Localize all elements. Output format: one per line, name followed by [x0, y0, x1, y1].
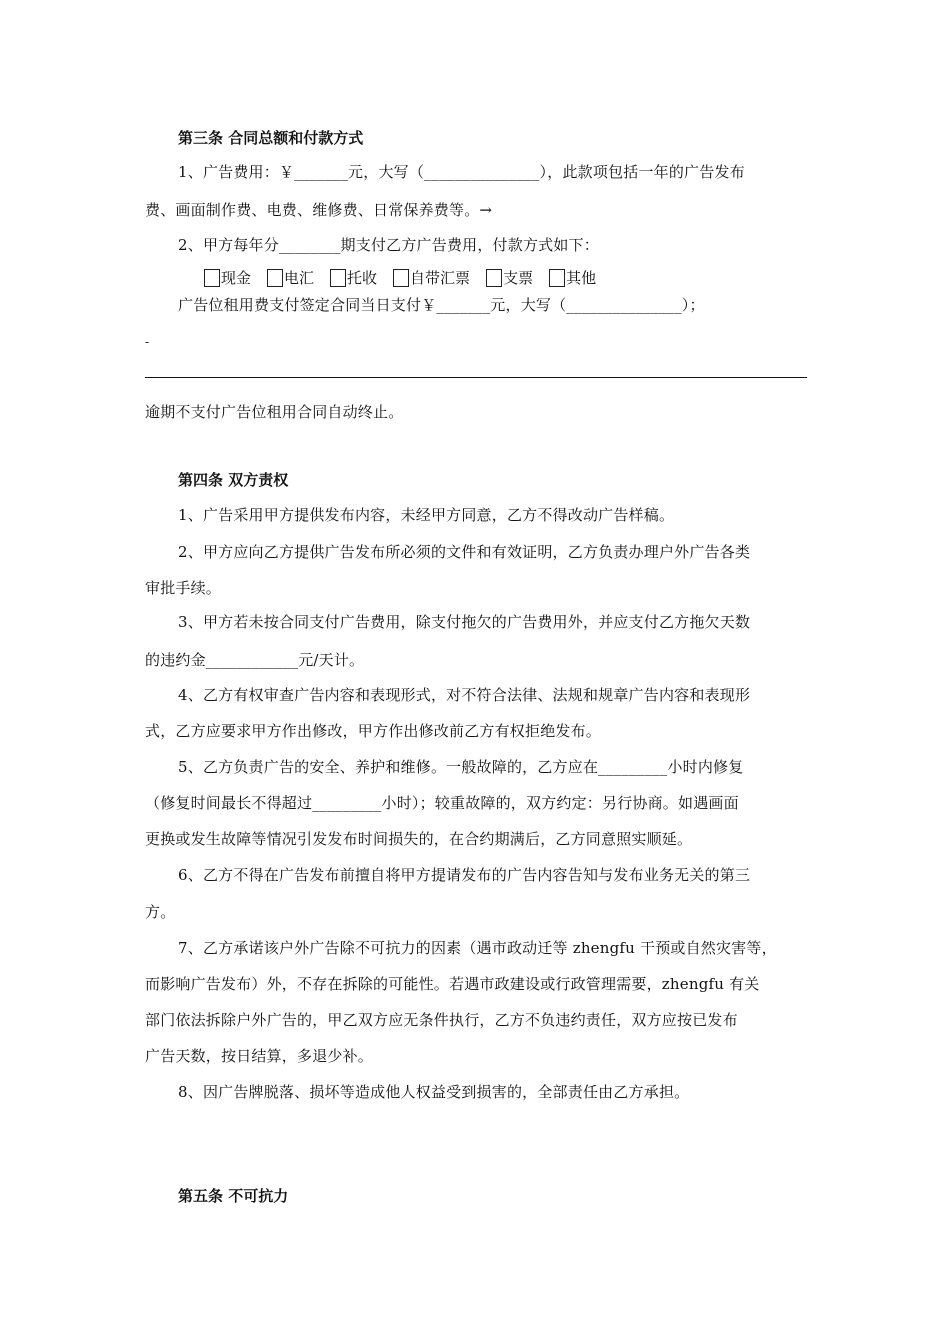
sec3-paragraph-4: 逾期不支付广告位租用合同自动终止。	[145, 403, 404, 421]
sec3-paragraph-1b: 费、画面制作费、电费、维修费、日常保养费等。→	[145, 201, 493, 219]
option-draft[interactable]: 自带汇票	[393, 268, 470, 288]
sec4-line: 而影响广告发布）外，不存在拆除的可能性。若遇市政建设或行政管理需要，zhengfu 有关	[145, 975, 760, 993]
sec4-line: 7、乙方承诺该户外广告除不可抗力的因素（遇市政动迁等 zhengfu 干预或自然灾害等，	[178, 939, 777, 957]
checkbox[interactable]	[204, 269, 220, 287]
option-wire[interactable]: 电汇	[267, 268, 314, 288]
option-cash[interactable]: 现金	[204, 268, 251, 288]
sec3-paragraph-3: 广告位租用费支付签定合同当日支付￥_______元，大写（_______________）；	[178, 296, 705, 314]
checkbox[interactable]	[549, 269, 565, 287]
sec4-line: 4、乙方有权审查广告内容和表现形式，对不符合法律、法规和规章广告内容和表现形	[178, 686, 751, 704]
horizontal-rule	[145, 377, 807, 378]
option-other[interactable]: 其他	[549, 268, 596, 288]
checkbox[interactable]	[393, 269, 409, 287]
sec4-line: 6、乙方不得在广告发布前擅自将甲方提请发布的广告内容告知与发布业务无关的第三	[178, 866, 751, 884]
sec4-line: 8、因广告牌脱落、损坏等造成他人权益受到损害的，全部责任由乙方承担。	[178, 1083, 690, 1101]
sec4-line: 3、甲方若未按合同支付广告费用，除支付拖欠的广告费用外，并应支付乙方拖欠天数	[178, 613, 751, 631]
section-4-heading: 第四条 双方责权	[178, 471, 289, 489]
sec3-paragraph-2: 2、甲方每年分________期支付乙方广告费用，付款方式如下：	[178, 236, 599, 254]
sec4-line: 1、广告采用甲方提供发布内容，未经甲方同意，乙方不得改动广告样稿。	[178, 506, 675, 524]
payment-options	[204, 267, 612, 289]
option-cheque[interactable]: 支票	[486, 268, 533, 288]
section-5-heading: 第五条 不可抗力	[178, 1187, 289, 1205]
option-collection[interactable]: 托收	[330, 268, 377, 288]
checkbox[interactable]	[267, 269, 283, 287]
sec4-line: （修复时间最长不得超过_________小时）；较重故障的，双方约定：另行协商。如遇画面	[145, 794, 739, 812]
section-3-heading: 第三条 合同总额和付款方式	[178, 129, 364, 147]
checkbox[interactable]	[486, 269, 502, 287]
sec3-paragraph-1a: 1、广告费用：￥_______元，大写（_______________），此款项包括一年的广告发布	[178, 163, 745, 181]
sec4-line: 部门依法拆除户外广告的，甲乙双方应无条件执行，乙方不负违约责任，双方应按已发布	[145, 1011, 738, 1029]
stray-dash: -	[145, 335, 150, 349]
checkbox[interactable]	[330, 269, 346, 287]
sec4-line: 2、甲方应向乙方提供广告发布所必须的文件和有效证明，乙方负责办理户外广告各类	[178, 543, 751, 561]
sec4-line: 广告天数，按日结算，多退少补。	[145, 1047, 374, 1065]
sec4-line: 更换或发生故障等情况引发发布时间损失的，在合约期满后，乙方同意照实顺延。	[145, 830, 693, 848]
sec4-line: 5、乙方负责广告的安全、养护和维修。一般故障的，乙方应在_________小时内修复	[178, 758, 744, 776]
sec4-line: 的违约金____________元/天计。	[145, 651, 365, 669]
sec4-line: 审批手续。	[145, 579, 222, 597]
sec4-line: 方。	[145, 903, 176, 921]
sec4-line: 式，乙方应要求甲方作出修改，甲方作出修改前乙方有权拒绝发布。	[145, 722, 602, 740]
